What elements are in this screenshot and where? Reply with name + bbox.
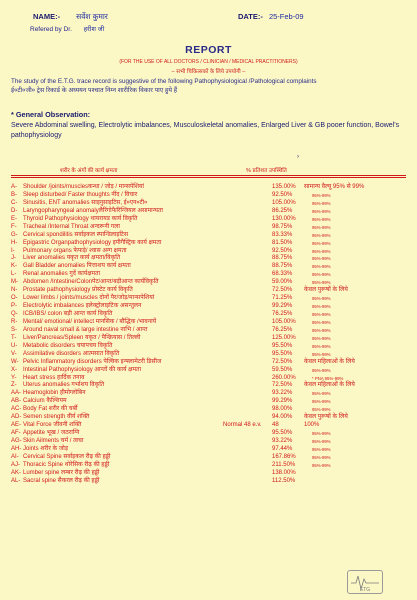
date-value: 25-Feb-09 <box>268 12 304 21</box>
row-normal: Normal 48 e.v. <box>223 422 262 429</box>
row-code: Y- <box>11 374 17 381</box>
row-percent: 98.00% <box>272 406 293 413</box>
row-percent: 72.50% <box>272 287 293 294</box>
name-label: NAME:- <box>33 12 61 21</box>
row-label: Epigastric Organpathophysiology इपीगैस्ट्रिक कार्य क्षमता <box>23 239 162 246</box>
table-row <box>0 208 417 216</box>
header-rule-top <box>11 175 406 176</box>
etg-logo <box>347 570 383 594</box>
row-code: Q- <box>11 311 18 317</box>
observation-heading: * General Observation: <box>11 110 91 119</box>
row-label: Sinusitis, ENT anomalies साइनुसाइटिस, ई०एन०टी० <box>23 199 148 206</box>
table-row <box>0 192 417 200</box>
row-percent: 76.25% <box>272 311 293 317</box>
table-row <box>0 287 417 295</box>
row-label: Appetite भूख / जठराग्नि <box>23 430 80 437</box>
row-range: केवल महिलाओं के लिये <box>304 382 355 389</box>
table-row <box>0 319 417 327</box>
row-percent: 98.75% <box>272 223 293 230</box>
row-code: X- <box>11 366 17 373</box>
row-label: Renal anomalies गुर्दे कार्यक्षमता <box>23 271 101 278</box>
table-row <box>0 232 417 240</box>
row-code: M- <box>11 279 18 286</box>
table-row <box>0 414 417 422</box>
patient-name-line <box>33 12 108 22</box>
row-label: Cervical spondilitis सर्वाइकल स्पान्डिलाइटिस <box>23 231 128 238</box>
table-row <box>0 478 417 486</box>
row-code: AG- <box>11 438 22 444</box>
date-label: DATE:- <box>238 12 263 21</box>
table-row <box>0 335 417 343</box>
row-range: 95%-99% <box>312 232 331 238</box>
row-range: 95%-99% <box>312 351 331 357</box>
row-percent: 92.50% <box>272 247 293 254</box>
row-range: 95%-99% <box>312 208 331 214</box>
column-organ-function: शरीर के अंगों की कार्य क्षमता <box>60 168 118 174</box>
referred-line <box>30 24 104 33</box>
row-code: F- <box>11 223 17 230</box>
row-code: AA- <box>11 390 22 397</box>
row-range: 95%-99% <box>312 192 331 198</box>
row-range: * PNA 95%-99% <box>312 375 344 381</box>
row-label: Uterus anomalies गर्भाशय विकृति <box>23 382 105 389</box>
row-code: N- <box>11 287 18 294</box>
row-percent: 95.50% <box>272 430 293 437</box>
row-label: Skin Ailments चर्म / त्वचा <box>23 438 84 444</box>
row-range: 95%-99% <box>312 272 331 278</box>
row-label: Pelvic Inflammatory disorders पेल्विक इन्फ्लामेटरी डिसीज <box>23 358 162 365</box>
table-row <box>0 216 417 224</box>
row-label: Pulmonary organs फेफड़े/ श्वास अन्ग क्षमता <box>23 247 127 254</box>
row-percent: 112.50% <box>272 477 296 484</box>
table-row <box>0 422 417 430</box>
row-percent: 72.50% <box>272 358 293 365</box>
row-percent: 92.50% <box>272 191 293 198</box>
table-row <box>0 311 417 319</box>
name-value: सर्वेश कुमार <box>76 12 108 21</box>
row-range: 95%-99% <box>312 216 331 222</box>
row-label: Sleep disturbed/ Faster thoughts नींद / विचार <box>23 191 138 198</box>
row-code: AI- <box>11 453 19 460</box>
row-label: Prostate pathophysiology प्रोस्टेट कार्य विकृति <box>23 287 133 294</box>
row-label: Abdomen /Intestine/Colonपेट/आन्त/बड़ीआन्त कार्यविकृति <box>23 279 159 286</box>
row-label: Mental/ emotional/ intellect मानसिक / बौद्धिक /भावनायें <box>23 318 157 325</box>
row-range: 95%-99% <box>312 319 331 325</box>
row-range: 95%-99% <box>312 439 331 444</box>
row-label: ICB/IBS/ colon बड़ी आन्त कार्य विकृति <box>23 311 113 317</box>
row-code: K- <box>11 263 17 270</box>
row-percent: 125.00% <box>272 334 296 341</box>
row-percent: 105.00% <box>272 318 296 325</box>
etg-logo-icon <box>348 571 382 593</box>
table-row <box>0 438 417 446</box>
row-range: 95%-99% <box>312 391 331 397</box>
row-percent: 83.33% <box>272 231 293 238</box>
row-range: 95%-99% <box>312 343 331 349</box>
row-code: AD- <box>11 414 22 421</box>
table-row <box>0 470 417 478</box>
row-range: 95%-99% <box>312 200 331 206</box>
row-code: A- <box>11 184 17 190</box>
row-label: Laryngopharyngeal anomalyलैरिंगोफैरिन्जियल असामान्यता <box>23 207 163 214</box>
row-percent: 97.44% <box>272 445 293 452</box>
report-subtitle: (FOR THE USE OF ALL DOCTORS / CLINICIAN / MEDICAL PRACTITIONERS) <box>119 59 298 65</box>
row-code: G- <box>11 231 18 238</box>
row-range: 95%-99% <box>312 240 331 246</box>
row-range: 95%-99% <box>312 296 331 302</box>
table-row <box>0 343 417 351</box>
intro-text <box>11 77 411 95</box>
row-percent: 72.50% <box>272 382 293 389</box>
row-range: 95%-99% <box>312 335 331 341</box>
table-row <box>0 303 417 311</box>
table-row <box>0 279 417 287</box>
row-label: Assimilative disorders आत्मसात विकृति <box>23 350 120 357</box>
row-label: Heamoglobin हीमोग्लोबिन <box>23 390 86 397</box>
row-code: C- <box>11 199 18 206</box>
row-label: Intestinal Pathophysiology आन्तों की कार्य क्षमता <box>23 366 142 373</box>
row-label: Liver anomalies यकृत कार्य क्षमता/विकृति <box>23 255 121 262</box>
row-percent: 59.50% <box>272 366 293 373</box>
table-row <box>0 295 417 303</box>
row-code: AE- <box>11 422 22 429</box>
row-percent: 95.50% <box>272 342 293 349</box>
row-code: Z- <box>11 382 17 389</box>
row-label: Sacral spine सैकरल रीढ़ की हड्डी <box>23 477 100 484</box>
row-range: 95%-99% <box>312 431 331 437</box>
intro-english: The study of the E.T.G. trace record is suggestive of the following Pathophysiological /Pathological complaints <box>11 78 317 85</box>
row-label: Shoulder /joints/musclesकन्धा / जोड़ / मान्सपेशियां <box>23 184 144 190</box>
header-rule-bottom <box>11 177 406 178</box>
observation-text: Severe Abdominal swelling, Electrolytic imbalances, Musculoskeletal anomalies, Enlarged Liver & GB pooer function, Bowel's pathophysiology <box>11 122 400 139</box>
row-percent: 138.00% <box>272 469 296 476</box>
row-code: B- <box>11 191 17 198</box>
row-code: V- <box>11 350 17 357</box>
table-row <box>0 351 417 359</box>
row-label: Thyroid Pathophysiology थायरायड कार्य विकृति <box>23 215 138 222</box>
row-range: केवल पुरूषों के लिये <box>304 287 348 294</box>
row-code: P- <box>11 303 17 310</box>
row-code: I- <box>11 247 15 254</box>
row-code: O- <box>11 295 18 302</box>
row-range: 95%-99% <box>312 462 331 468</box>
row-code: T- <box>11 334 17 341</box>
row-label: Metabolic disorders चयापचय विकृति <box>23 342 113 349</box>
table-row <box>0 454 417 462</box>
row-percent: 260.00% <box>272 374 296 381</box>
row-percent: 86.25% <box>272 207 293 214</box>
row-range: 95%-99% <box>312 256 331 262</box>
row-code: L- <box>11 271 17 278</box>
table-row <box>0 327 417 335</box>
row-range: 100% <box>304 422 320 429</box>
referred-label: Refered by Dr. <box>30 26 72 33</box>
row-range: 95%-99% <box>312 454 331 460</box>
row-label: Tracheal /Internal Throat अन्दरूनी गला <box>23 223 120 230</box>
column-percent: % प्रतिशत उपस्थिति <box>246 168 287 174</box>
row-code: E- <box>11 215 17 222</box>
row-percent: 105.00% <box>272 199 296 206</box>
row-percent: 59.00% <box>272 279 293 286</box>
row-percent: 88.75% <box>272 255 293 262</box>
row-code: AF- <box>11 430 21 437</box>
row-percent: 81.50% <box>272 239 293 246</box>
row-range: सामान्य वैल्यू 95% से 99% <box>304 184 365 190</box>
row-range: केवल महिलाओं के लिये <box>304 358 355 365</box>
table-row <box>0 446 417 454</box>
row-percent: 95.50% <box>272 350 293 357</box>
referred-value: हरीश जी <box>83 26 105 33</box>
results-list <box>0 184 417 486</box>
row-range: 95%-99% <box>312 367 331 373</box>
table-row <box>0 462 417 470</box>
row-code: AK- <box>11 469 22 476</box>
row-label: Cervical Spine सर्वाइकल रीढ़ की हड्डी <box>23 453 111 460</box>
table-row <box>0 200 417 208</box>
table-row <box>0 224 417 232</box>
row-code: H- <box>11 239 18 246</box>
row-code: AC- <box>11 406 22 413</box>
tick-mark: › <box>297 154 299 160</box>
row-label: Vital Force जीवनी शक्ति <box>23 422 82 429</box>
row-range: 95%-99% <box>312 224 331 230</box>
row-range: केवल पुरूषों के लिये <box>304 414 348 421</box>
row-label: Around naval small & large intestine नाभि / आन्त <box>23 326 148 333</box>
intro-hindi: ई०टी०जी० ट्रेस रिकार्ड के अध्ययन पश्चात निम्न शारीरिक विकार पाए हुये हैं <box>11 87 178 94</box>
table-row <box>0 184 417 192</box>
row-percent: 135.00% <box>272 184 296 190</box>
row-label: Semen strength वीर्य शक्ति <box>23 414 90 421</box>
date-line <box>238 12 304 21</box>
row-code: U- <box>11 342 18 349</box>
row-percent: 94.00% <box>272 414 293 421</box>
row-code: J- <box>11 255 16 262</box>
row-percent: 88.75% <box>272 263 293 270</box>
row-percent: 68.33% <box>272 271 293 278</box>
row-label: Calcium कैल्शियम <box>23 398 67 405</box>
row-range: 95%-99% <box>312 327 331 333</box>
row-range: 95%-99% <box>312 264 331 270</box>
row-label: Thoracic Spine थोरेसिक रीढ़ की हड्डी <box>23 461 110 468</box>
row-label: Lumber spine लम्बर रीढ़ की हड्डी <box>23 469 100 476</box>
row-percent: 167.86% <box>272 453 296 460</box>
row-range: 95%-99% <box>312 446 331 452</box>
table-row <box>0 367 417 375</box>
row-label: Joints शरीर के जोड़ <box>23 445 69 452</box>
row-range: 95%-99% <box>312 312 331 317</box>
row-code: D- <box>11 207 18 214</box>
table-row <box>0 406 417 414</box>
row-code: R- <box>11 318 18 325</box>
row-label: Gall Bladder anomalies पित्ताशय कार्य क्षमता <box>23 263 131 270</box>
row-range: 95%-99% <box>312 407 331 413</box>
row-label: Lower limbs / joints/muscles दोनों पैर/जोड़/मान्सपेशियां <box>23 295 155 302</box>
row-label: Body Fat शरीर की चर्बी <box>23 406 78 413</box>
row-percent: 99.29% <box>272 303 293 310</box>
row-code: W- <box>11 358 19 365</box>
svg-text:ETG: ETG <box>359 587 371 593</box>
row-range: 95%-99% <box>312 399 331 405</box>
row-percent: 76.25% <box>272 326 293 333</box>
row-code: AL- <box>11 477 21 484</box>
row-percent: 99.29% <box>272 398 293 405</box>
row-percent: 71.25% <box>272 295 293 302</box>
row-percent: 93.22% <box>272 438 293 444</box>
row-range: 95%-99% <box>312 280 331 286</box>
row-code: AJ- <box>11 461 20 468</box>
table-row <box>0 240 417 248</box>
row-percent: 48 <box>272 422 279 429</box>
row-percent: 130.00% <box>272 215 296 222</box>
table-row <box>0 430 417 438</box>
row-percent: 93.22% <box>272 390 293 397</box>
row-label: Liver/Pancreas/Spleen यकृत / पैन्क्रियास / तिल्ली <box>23 334 141 341</box>
report-subtitle-hindi: – सभी चिकित्सकों के लिये उपयोगी – <box>171 69 246 75</box>
row-code: AB- <box>11 398 22 405</box>
table-row <box>0 359 417 367</box>
report-title: REPORT <box>185 44 232 56</box>
row-percent: 211.50% <box>272 461 296 468</box>
row-code: S- <box>11 326 17 333</box>
row-range: 95%-99% <box>312 248 331 254</box>
row-label: Electrolytic imbalances इलेक्ट्रोलाइटिक असन्तुलन <box>23 303 142 310</box>
row-code: AH- <box>11 445 22 452</box>
row-range: 95%-99% <box>312 304 331 310</box>
row-label: Heart stress हार्दिक तनाव <box>23 374 85 381</box>
